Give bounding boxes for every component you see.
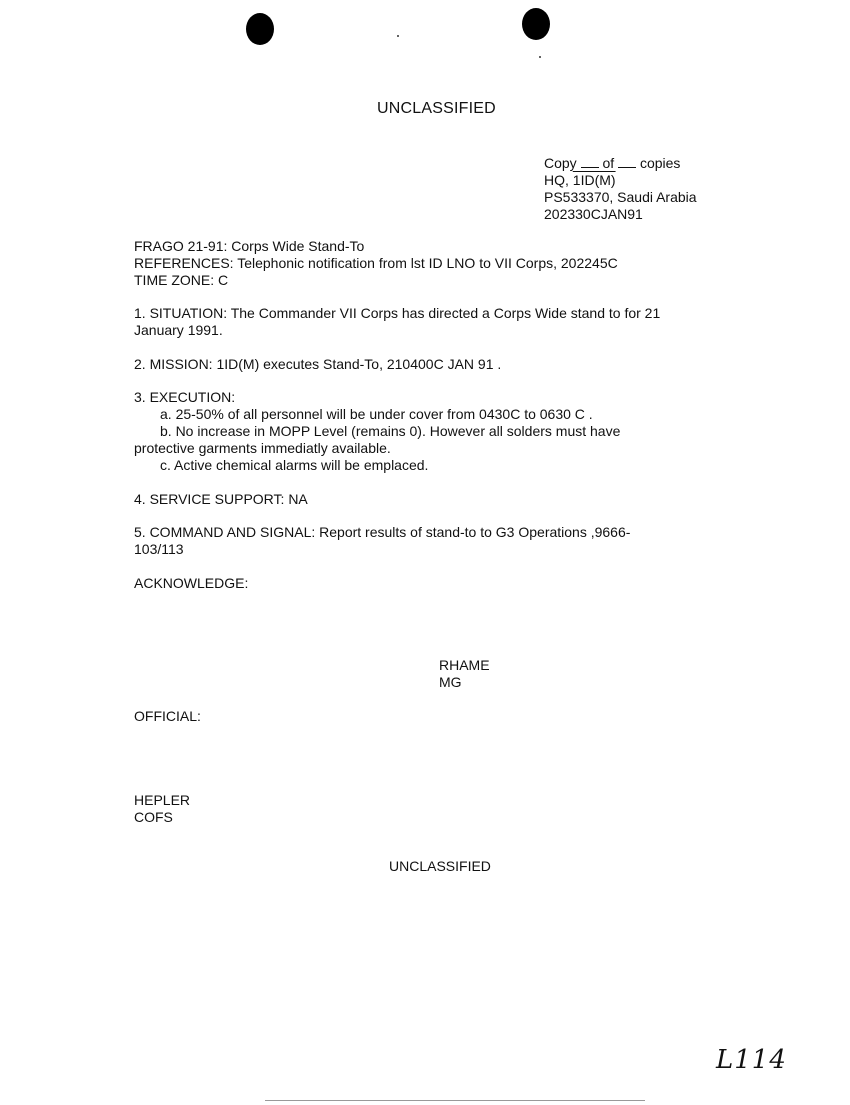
execution-item-c: c. Active chemical alarms will be emplaced. xyxy=(160,457,429,473)
mission-paragraph: 2. MISSION: 1ID(M) executes Stand-To, 210400C JAN 91 . xyxy=(134,356,502,372)
official-label: OFFICIAL: xyxy=(134,708,201,724)
official-block xyxy=(134,792,190,826)
signature-block xyxy=(439,657,490,691)
copies-word: copies xyxy=(639,155,681,171)
situation-line-1: 1. SITUATION: The Commander VII Corps has directed a Corps Wide stand to for 21 xyxy=(134,305,661,321)
time-zone-line: TIME ZONE: C xyxy=(134,272,229,288)
scan-speck xyxy=(539,56,541,58)
command-signal-line-1: 5. COMMAND AND SIGNAL: Report results of stand-to to G3 Operations ,9666- xyxy=(134,524,631,540)
execution-heading: 3. EXECUTION: xyxy=(134,389,236,405)
frago-title: FRAGO 21-91: Corps Wide Stand-To xyxy=(134,238,365,254)
official-title: COFS xyxy=(134,809,173,825)
signatory-name: RHAME xyxy=(439,657,490,673)
execution-item-b-line-2: protective garments immediatly available. xyxy=(134,440,391,456)
handwritten-page-mark: L114 xyxy=(716,1045,787,1075)
subject-block xyxy=(134,238,618,289)
copy-block xyxy=(544,155,697,223)
hq-unit: 1ID(M) xyxy=(572,172,616,188)
signatory-rank: MG xyxy=(439,674,462,690)
of-word: of xyxy=(602,155,615,171)
situation-paragraph xyxy=(134,305,660,339)
execution-item-b-line-1: b. No increase in MOPP Level (remains 0). However all solders must have xyxy=(160,423,621,439)
scan-speck xyxy=(397,35,399,37)
classification-header: UNCLASSIFIED xyxy=(377,100,496,117)
situation-line-2: January 1991. xyxy=(134,322,223,338)
copies-count-blank xyxy=(618,155,636,168)
copy-line xyxy=(544,155,697,172)
command-signal-paragraph xyxy=(134,524,630,558)
acknowledge-label: ACKNOWLEDGE: xyxy=(134,575,249,591)
dtg-line: 202330CJAN91 xyxy=(544,206,643,222)
official-name: HEPLER xyxy=(134,792,191,808)
scan-edge-artifact xyxy=(265,1100,645,1101)
classification-footer: UNCLASSIFIED xyxy=(389,858,491,874)
punch-hole-right xyxy=(522,8,550,40)
references-line: REFERENCES: Telephonic notification from lst ID LNO to VII Corps, 202245C xyxy=(134,255,618,271)
location-line: PS533370, Saudi Arabia xyxy=(544,189,697,205)
execution-paragraph xyxy=(134,389,620,474)
execution-item-a: a. 25-50% of all personnel will be under cover from 0430C to 0630 C . xyxy=(160,406,593,422)
service-support-paragraph: 4. SERVICE SUPPORT: NA xyxy=(134,491,308,507)
command-signal-line-2: 103/113 xyxy=(134,541,184,557)
hq-line xyxy=(544,172,697,189)
copy-word: Copy xyxy=(544,155,577,171)
punch-hole-left xyxy=(246,13,274,45)
copy-number-blank xyxy=(581,155,599,168)
hq-label: HQ, xyxy=(544,172,569,188)
